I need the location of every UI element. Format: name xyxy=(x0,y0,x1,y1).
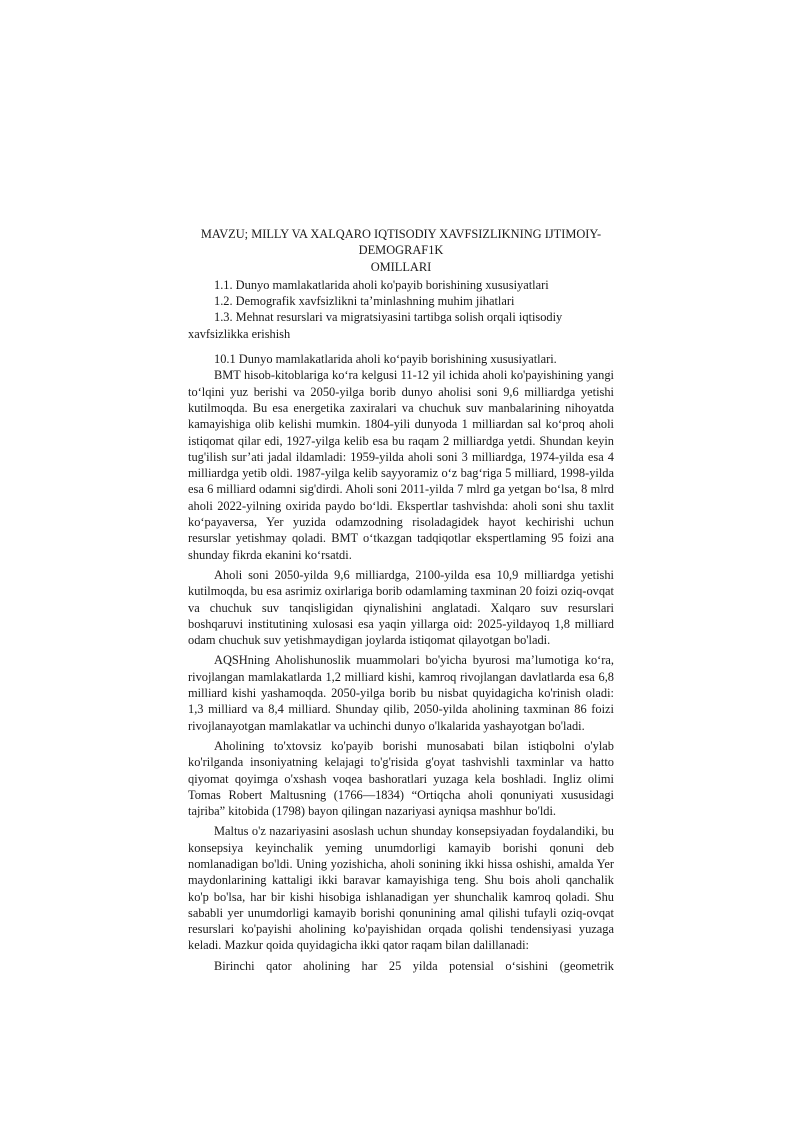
title-line-1: MAVZU; MILLY VA XALQARO IQTISODIY XAVFSIZLIKNING IJTIMOIY- xyxy=(200,227,602,241)
paragraph-1: BMT hisob-kitoblariga ko‘ra kelgusi 11-12 yil ichida aholi ko'payishining yangi to‘lqini yuz berishi va 2050-yilga borib dunyo aholisi soni 9,6 milliardga yetishi kutilmoqda. Bu esa energetika zaxiralari va chuchuk suv manbalarining nihoyatda kamayishiga olib kelishi mumkin. 1804-yili dunyoda 1 milliardan sal ko‘proq aholi istiqomat qilar edi, 1927-yilga kelib esa bu raqam 2 milliardga yetdi. Shundan keyin tug'ilish sur’ati jadal ildamladi: 1959-yilda aholi soni 3 milliardga, 1974-yilda esa 4 milliardga yetib oldi. 1987-yilga kelib sayyoramiz o‘z bag‘riga 5 milliard, 1998-yilda esa 6 milliard odamni sig'dirdi. Aholi soni 2011-yilda 7 mlrd ga yetgan bo‘lsa, 8 mlrd aholi 2022-yilning oxirida paydo bo‘ldi. Ekspertlar tashvishda: aholi soni shu taxlit ko‘payaversa, Yer yuzida odamzodning risoladagidek hayot kechirishi uchun resurslar yetishmay qoladi. BMT o‘tkazgan tadqiqotlar ekspertlaming 95 foizi ana shunday fikrda ekanini ko‘rsatdi. xyxy=(188,368,614,562)
paragraph-6: Birinchi qator aholining har 25 yilda potensial o‘sishini (geometrik xyxy=(214,958,614,973)
paragraph-4: Aholining to'xtovsiz ko'payib borishi munosabati bilan istiqbolni o'ylab ko'rilganda insoniyatning kelajagi to'g'risida g'oyat tashvishli taxminlar va hatto qiyomat qoyimga o'xshash voqea bashoratlari yuzaga kela boshladi. Ingliz olimi Tomas Robert Maltusning (1766—1834) “Ortiqcha aholi qonuniyati xususidagi tajriba” kitobida (1798) bayon qilingan nazariyasi ayniqsa mashhur bo'ldi. xyxy=(188,738,614,819)
toc-item-1: 1.1. Dunyo mamlakatlarida aholi ko'payib borishining xususiyatlari xyxy=(214,277,549,292)
title-line-3: OMILLARI xyxy=(370,259,432,274)
paragraph-3: AQSHning Aholishunoslik muammolari bo'yicha byurosi ma’lumotiga ko‘ra, rivojlangan mamlakatlarda 1,2 milliard kishi, kamroq rivojlangan davlatlarda esa 6,8 milliard kishi yashamoqda. 2050-yilga borib bu nisbat quyidagicha ko'rinish oladi: 1,3 milliard va 8,4 milliard. Shunday qilib, 2050-yilda aholining taxminan 86 foizi rivojlanayotgan mamlakatlar va uchinchi dunyo o'lkalarida yashayotgan bo'ladi. xyxy=(188,653,614,733)
paragraph-5: Maltus o'z nazariyasini asoslash uchun shunday konsepsiyadan foydalandiki, bu konsepsiya keyinchalik yeming unumdorligi kamayib borishi qonuni deb nomlanadigan bo'ldi. Uning yozishicha, aholi sonining ikki hissa oshishi, amalda Yer maydonlarining kattaligi ikki baravar kamayishiga teng. Shu bois aholi qanchalik ko'p bo'lsa, har bir kishi hisobiga ishlanadigan yer shunchalik kamroq qoladi. Shu sababli yer unumdorligi kamayib borishi qonunining amal qilishi tufayli oziq-ovqat resurslari ko'payishi aholining ko'payishidan orqada qolishi tendensiyasi yuzaga keladi. Mazkur qoida quyidagicha ikki qator raqam bilan dalillanadi: xyxy=(188,824,614,953)
document-title xyxy=(188,226,614,275)
toc-item-2: 1.2. Demografik xavfsizlikni ta’minlashning muhim jihatlari xyxy=(214,294,515,309)
table-of-contents xyxy=(188,277,614,342)
toc-item-3: 1.3. Mehnat resurslari va migratsiyasini tartibga solish orqali iqtisodiy xavfsizlikka erishish xyxy=(188,310,563,341)
title-line-2: DEMOGRAF1K xyxy=(358,243,444,258)
paragraph-2: Aholi soni 2050-yilda 9,6 milliardga, 2100-yilda esa 10,9 milliardga yetishi kutilmoqda, bu esa asrimiz oxirlariga borib odamlaming taxminan 20 foizi oziq-ovqat va chuchuk suv tanqisligidan qiynalishini anglatadi. Xalqaro suv resurslari boshqaruvi institutining xulosasi esa yaqin yillarga oid: 2025-yildayoq 1,8 milliard odam chuchuk suv yetishmaydigan joylarda istiqomat qilayotgan bo'ladi. xyxy=(188,567,614,648)
section-heading: 10.1 Dunyo mamlakatlarida aholi ko‘payib borishining xususiyatlari. xyxy=(214,352,557,367)
document-page xyxy=(188,226,614,978)
